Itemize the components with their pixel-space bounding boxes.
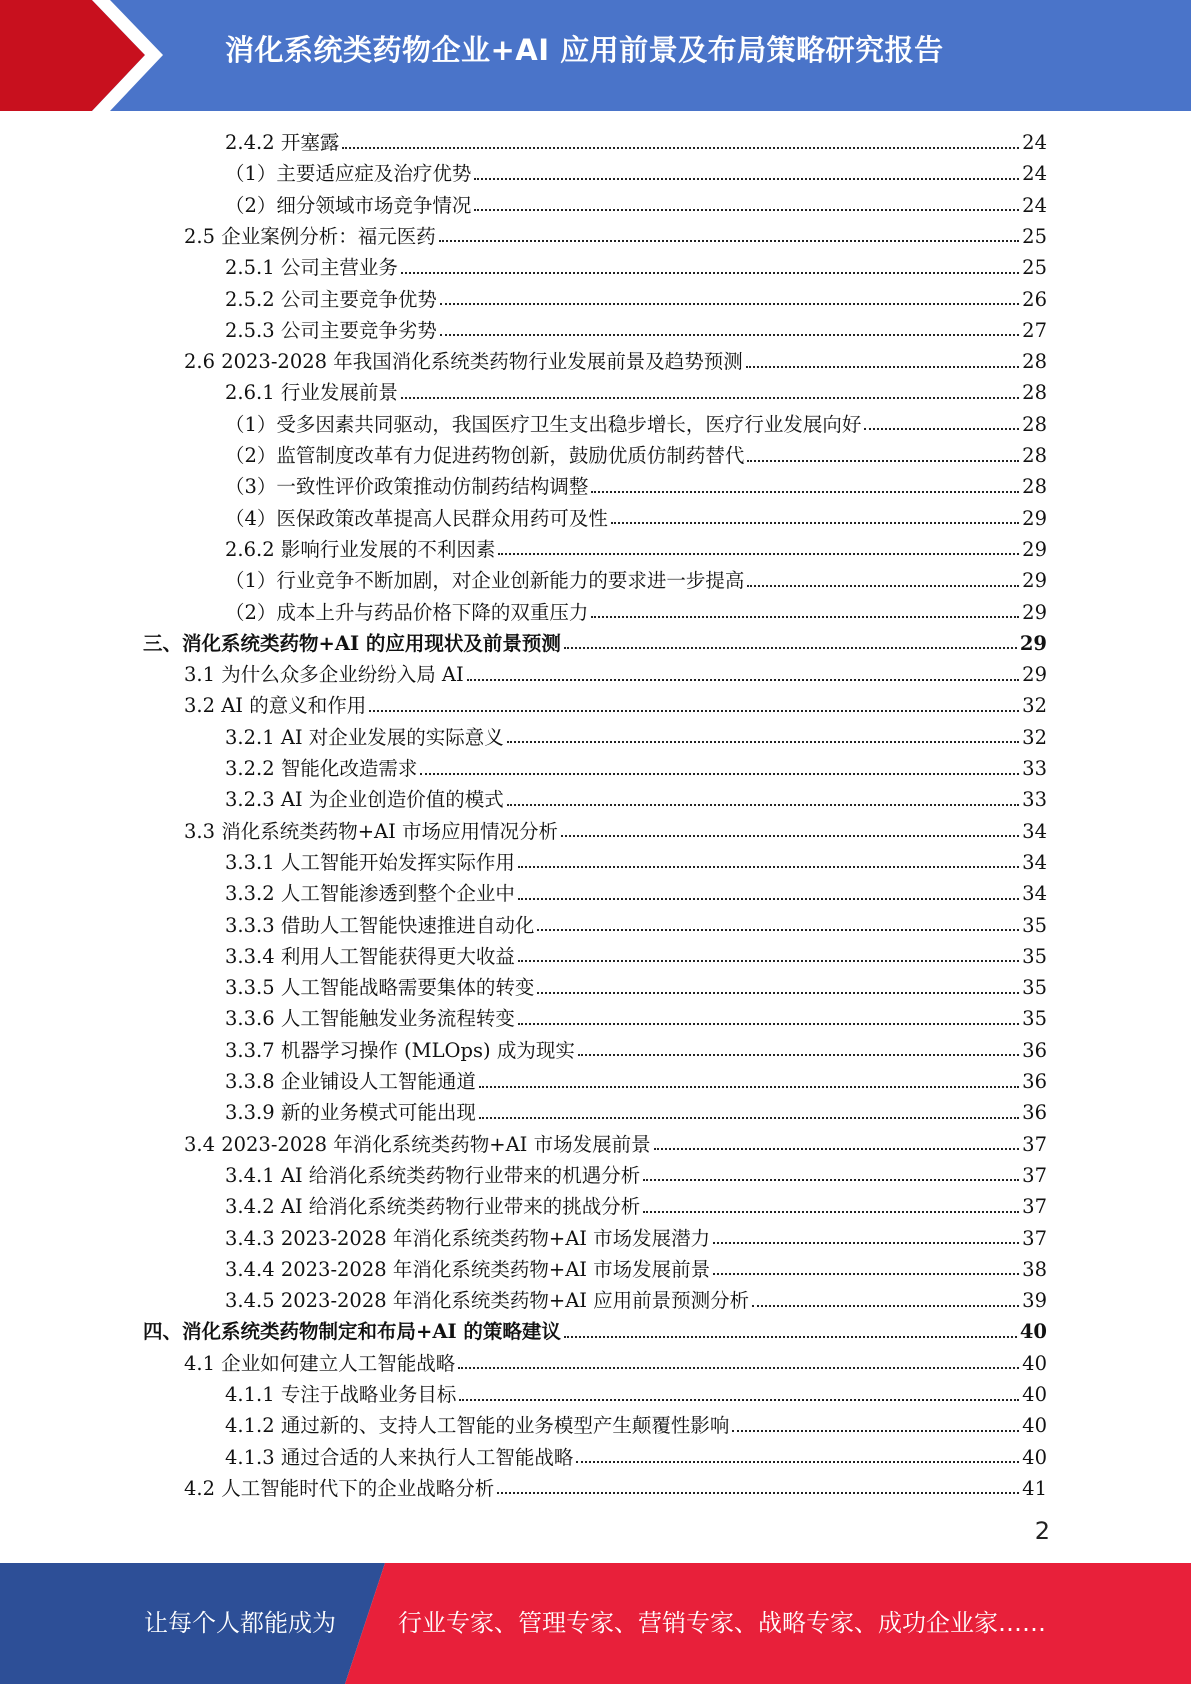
- toc-leader-dots: [518, 1023, 1019, 1025]
- toc-leader-dots: [479, 1086, 1019, 1088]
- toc-entry-page: 40: [1022, 1383, 1047, 1406]
- toc-entry[interactable]: [225, 158, 1047, 189]
- toc-leader-dots: [458, 1367, 1019, 1369]
- page-header: [0, 0, 1191, 111]
- toc-entry[interactable]: [225, 1410, 1047, 1441]
- toc-leader-dots: [342, 147, 1019, 149]
- toc-entry[interactable]: [225, 284, 1047, 315]
- toc-entry-title: 3.2.3 AI 为企业创造价值的模式: [225, 788, 504, 812]
- toc-entry-page: 25: [1022, 256, 1047, 280]
- toc-leader-dots: [643, 1211, 1019, 1213]
- toc-entry-title: 3.4.2 AI 给消化系统类药物行业带来的挑战分析: [225, 1195, 641, 1219]
- toc-entry-title: （2）细分领域市场竞争情况: [225, 193, 472, 217]
- toc-leader-dots: [561, 835, 1019, 837]
- toc-leader-dots: [643, 1179, 1019, 1181]
- toc-entry[interactable]: [225, 315, 1047, 346]
- toc-entry[interactable]: [225, 1097, 1047, 1128]
- toc-leader-dots: [864, 428, 1019, 430]
- toc-entry[interactable]: [184, 816, 1047, 847]
- toc-leader-dots: [747, 460, 1019, 462]
- toc-entry-page: 39: [1022, 1289, 1047, 1313]
- toc-entry-title: 2.4.2 开塞露: [225, 131, 340, 154]
- toc-entry-page: 40: [1022, 1445, 1047, 1469]
- toc-entry-page: 40: [1022, 1414, 1047, 1438]
- toc-leader-dots: [440, 334, 1019, 336]
- toc-entry-title: 3.3.4 利用人工智能获得更大收益: [225, 944, 515, 968]
- toc-entry-title: 3.3.5 人工智能战略需要集体的转变: [225, 976, 535, 1000]
- toc-entry-title: 4.1.2 通过新的、支持人工智能的业务模型产生颠覆性影响: [225, 1414, 730, 1438]
- toc-entry-page: 28: [1022, 475, 1047, 499]
- toc-leader-dots: [420, 773, 1019, 775]
- toc-entry[interactable]: [225, 1160, 1047, 1191]
- toc-leader-dots: [518, 866, 1019, 868]
- toc-entry-title: 4.2 人工智能时代下的企业战略分析: [184, 1476, 495, 1500]
- page-number: 2: [1034, 1517, 1050, 1545]
- toc-entry[interactable]: [225, 190, 1047, 221]
- toc-leader-dots: [474, 178, 1019, 180]
- toc-entry-page: 29: [1022, 663, 1047, 687]
- toc-leader-dots: [507, 804, 1019, 806]
- toc-leader-dots: [713, 1242, 1019, 1244]
- toc-entry-title: 3.4.1 AI 给消化系统类药物行业带来的机遇分析: [225, 1163, 641, 1187]
- toc-entry[interactable]: [225, 503, 1047, 534]
- toc-entry-page: 29: [1022, 600, 1047, 624]
- toc-leader-dots: [564, 647, 1017, 649]
- toc-leader-dots: [401, 397, 1019, 399]
- toc-entry-title: 3.3.3 借助人工智能快速推进自动化: [225, 913, 535, 937]
- toc-entry-title: 3.3 消化系统类药物+AI 市场应用情况分析: [184, 819, 559, 843]
- toc-entry[interactable]: [225, 910, 1047, 941]
- toc-leader-dots: [507, 741, 1019, 743]
- toc-leader-dots: [591, 491, 1019, 493]
- toc-leader-dots: [576, 1461, 1019, 1463]
- toc-entry-title: 2.6.1 行业发展前景: [225, 381, 398, 405]
- toc-leader-dots: [497, 1492, 1019, 1494]
- toc-entry-page: 40: [1022, 1351, 1047, 1375]
- toc-leader-dots: [369, 710, 1019, 712]
- toc-entry-title: （2）成本上升与药品价格下降的双重压力: [225, 600, 589, 624]
- toc-leader-dots: [732, 1430, 1019, 1432]
- toc-entry[interactable]: [225, 471, 1047, 502]
- footer-slogan-right: 行业专家、管理专家、营销专家、战略专家、成功企业家……: [398, 1609, 1046, 1637]
- toc-leader-dots: [611, 522, 1019, 524]
- toc-entry[interactable]: [184, 221, 1047, 252]
- toc-leader-dots: [474, 209, 1019, 211]
- toc-entry[interactable]: [225, 1379, 1047, 1410]
- toc-entry-title: 3.3.2 人工智能渗透到整个企业中: [225, 882, 515, 906]
- toc-entry-page: 33: [1022, 757, 1047, 780]
- toc-leader-dots: [537, 929, 1019, 931]
- toc-entry-page: 34: [1022, 882, 1047, 906]
- toc-entry-page: 29: [1022, 569, 1047, 593]
- toc-entry[interactable]: [225, 1003, 1047, 1034]
- toc-leader-dots: [564, 1336, 1017, 1338]
- toc-entry-title: 3.1 为什么众多企业纷纷入局 AI: [184, 663, 464, 687]
- toc-entry[interactable]: [225, 1191, 1047, 1222]
- toc-entry-title: （2）监管制度改革有力促进药物创新，鼓励优质仿制药替代: [225, 444, 745, 467]
- toc-entry-page: 34: [1022, 850, 1047, 874]
- toc-entry-title: 2.6 2023-2028 年我国消化系统类药物行业发展前景及趋势预测: [184, 350, 743, 374]
- toc-entry-title: 3.2 AI 的意义和作用: [184, 694, 367, 718]
- toc-entry-page: 37: [1022, 1195, 1047, 1219]
- toc-entry-title: （3）一致性评价政策推动仿制药结构调整: [225, 475, 589, 499]
- toc-entry[interactable]: [225, 753, 1047, 784]
- toc-entry[interactable]: [225, 941, 1047, 972]
- page-footer: [0, 1563, 1191, 1684]
- toc-entry[interactable]: [184, 690, 1047, 721]
- toc-entry-page: 35: [1022, 944, 1047, 968]
- toc-leader-dots: [401, 272, 1019, 274]
- toc-entry-title: 3.3.8 企业铺设人工智能通道: [225, 1070, 476, 1093]
- toc-entry-title: （1）行业竞争不断加剧，对企业创新能力的要求进一步提高: [225, 569, 745, 593]
- toc-entry-title: 3.4 2023-2028 年消化系统类药物+AI 市场发展前景: [184, 1132, 651, 1156]
- toc-entry[interactable]: [225, 1066, 1047, 1097]
- toc-entry-page: 36: [1022, 1038, 1047, 1062]
- toc-entry-page: 24: [1022, 162, 1047, 186]
- toc-entry-page: 35: [1022, 1007, 1047, 1031]
- toc-entry-title: 2.5.2 公司主要竞争优势: [225, 287, 437, 311]
- toc-entry[interactable]: [225, 722, 1047, 753]
- toc-entry[interactable]: [225, 1285, 1047, 1316]
- toc-entry[interactable]: [225, 440, 1047, 471]
- toc-entry-title: 四、消化系统类药物制定和布局+AI 的策略建议: [143, 1320, 561, 1344]
- toc-entry[interactable]: [225, 847, 1047, 878]
- toc-entry[interactable]: [184, 1473, 1047, 1504]
- toc-entry-title: 4.1.1 专注于战略业务目标: [225, 1383, 457, 1406]
- toc-entry[interactable]: [184, 659, 1047, 690]
- footer-slogan-left: 让每个人都能成为: [144, 1609, 336, 1637]
- toc-entry-page: 35: [1022, 913, 1047, 937]
- toc-entry-page: 33: [1022, 788, 1047, 812]
- toc-entry[interactable]: [225, 784, 1047, 815]
- toc-entry-title: 2.5 企业案例分析：福元医药: [184, 224, 436, 248]
- toc-entry[interactable]: [143, 628, 1047, 659]
- toc-entry-page: 36: [1022, 1070, 1047, 1093]
- toc-entry-page: 28: [1022, 381, 1047, 405]
- toc-leader-dots: [654, 1148, 1020, 1150]
- toc-entry-title: 3.3.6 人工智能触发业务流程转变: [225, 1007, 515, 1031]
- report-title: 消化系统类药物企业+AI 应用前景及布局策略研究报告: [225, 33, 944, 67]
- toc-entry[interactable]: [225, 252, 1047, 283]
- toc-entry-page: 28: [1022, 350, 1047, 374]
- toc-entry-page: 25: [1022, 224, 1047, 248]
- toc-entry-page: 24: [1022, 131, 1047, 154]
- toc-entry-page: 37: [1022, 1226, 1047, 1250]
- toc-entry-page: 24: [1022, 193, 1047, 217]
- toc-entry-title: 3.3.7 机器学习操作 (MLOps) 成为现实: [225, 1038, 575, 1062]
- toc-entry-title: 3.4.5 2023-2028 年消化系统类药物+AI 应用前景预测分析: [225, 1289, 750, 1313]
- toc-leader-dots: [537, 992, 1019, 994]
- toc-leader-dots: [479, 1117, 1019, 1119]
- toc-entry-title: 三、消化系统类药物+AI 的应用现状及前景预测: [143, 631, 561, 655]
- toc-leader-dots: [467, 679, 1019, 681]
- toc-entry-page: 35: [1022, 976, 1047, 1000]
- toc-entry[interactable]: [225, 127, 1047, 158]
- toc-entry-page: 29: [1022, 506, 1047, 530]
- toc-leader-dots: [591, 616, 1019, 618]
- toc-entry-page: 36: [1022, 1101, 1047, 1125]
- toc-entry-page: 40: [1019, 1320, 1047, 1344]
- toc-entry-page: 38: [1022, 1257, 1047, 1281]
- toc-entry-title: 2.6.2 影响行业发展的不利因素: [225, 537, 496, 561]
- toc-entry-page: 29: [1019, 631, 1047, 655]
- toc-entry[interactable]: [225, 1223, 1047, 1254]
- toc-entry[interactable]: [225, 972, 1047, 1003]
- toc-entry[interactable]: [225, 1442, 1047, 1473]
- toc-leader-dots: [459, 1399, 1019, 1401]
- toc-leader-dots: [440, 303, 1019, 305]
- toc-entry[interactable]: [225, 1254, 1047, 1285]
- toc-leader-dots: [439, 240, 1019, 242]
- toc-entry-title: 3.4.4 2023-2028 年消化系统类药物+AI 市场发展前景: [225, 1257, 711, 1281]
- toc-entry[interactable]: [184, 1348, 1047, 1379]
- toc-leader-dots: [752, 1305, 1019, 1307]
- toc-entry-page: 27: [1022, 318, 1047, 342]
- toc-entry-title: （1）受多因素共同驱动，我国医疗卫生支出稳步增长，医疗行业发展向好: [225, 412, 862, 436]
- toc-entry-page: 32: [1022, 725, 1047, 749]
- toc-leader-dots: [747, 585, 1019, 587]
- toc-entry[interactable]: [225, 597, 1047, 628]
- toc-entry[interactable]: [225, 565, 1047, 596]
- toc-entry-page: 26: [1022, 287, 1047, 311]
- toc-entry[interactable]: [225, 534, 1047, 565]
- toc-leader-dots: [578, 1054, 1019, 1056]
- toc-entry-title: （1）主要适应症及治疗优势: [225, 162, 472, 186]
- toc-entry[interactable]: [225, 878, 1047, 909]
- toc-entry[interactable]: [225, 1035, 1047, 1066]
- toc-entry-title: 3.2.2 智能化改造需求: [225, 757, 418, 780]
- toc-entry[interactable]: [184, 346, 1047, 377]
- toc-entry-title: 3.3.9 新的业务模式可能出现: [225, 1101, 476, 1125]
- toc-entry-title: （4）医保政策改革提高人民群众用药可及性: [225, 506, 608, 530]
- toc-entry-title: 3.2.1 AI 对企业发展的实际意义: [225, 725, 504, 749]
- toc-entry-title: 4.1 企业如何建立人工智能战略: [184, 1351, 456, 1375]
- toc-entry-page: 28: [1022, 412, 1047, 436]
- toc-entry-title: 2.5.3 公司主要竞争劣势: [225, 318, 437, 342]
- toc-entry[interactable]: [225, 409, 1047, 440]
- toc-entry-title: 3.4.3 2023-2028 年消化系统类药物+AI 市场发展潜力: [225, 1226, 711, 1250]
- toc-entry-page: 41: [1022, 1476, 1047, 1500]
- toc-entry[interactable]: [225, 377, 1047, 408]
- toc-leader-dots: [746, 366, 1019, 368]
- toc-entry-title: 4.1.3 通过合适的人来执行人工智能战略: [225, 1445, 574, 1469]
- toc-leader-dots: [498, 553, 1019, 555]
- toc-entry[interactable]: [184, 1129, 1047, 1160]
- toc-entry-page: 32: [1022, 694, 1047, 718]
- toc-entry-page: 29: [1022, 537, 1047, 561]
- toc-entry-title: 2.5.1 公司主营业务: [225, 256, 398, 280]
- toc-entry-title: 3.3.1 人工智能开始发挥实际作用: [225, 850, 515, 874]
- toc-entry-page: 28: [1022, 444, 1047, 467]
- toc-leader-dots: [518, 898, 1019, 900]
- toc-entry-page: 37: [1022, 1163, 1047, 1187]
- toc-leader-dots: [518, 960, 1019, 962]
- toc-entry-page: 37: [1022, 1132, 1047, 1156]
- toc-entry-page: 34: [1022, 819, 1047, 843]
- toc-entry[interactable]: [143, 1316, 1047, 1347]
- toc-leader-dots: [713, 1273, 1019, 1275]
